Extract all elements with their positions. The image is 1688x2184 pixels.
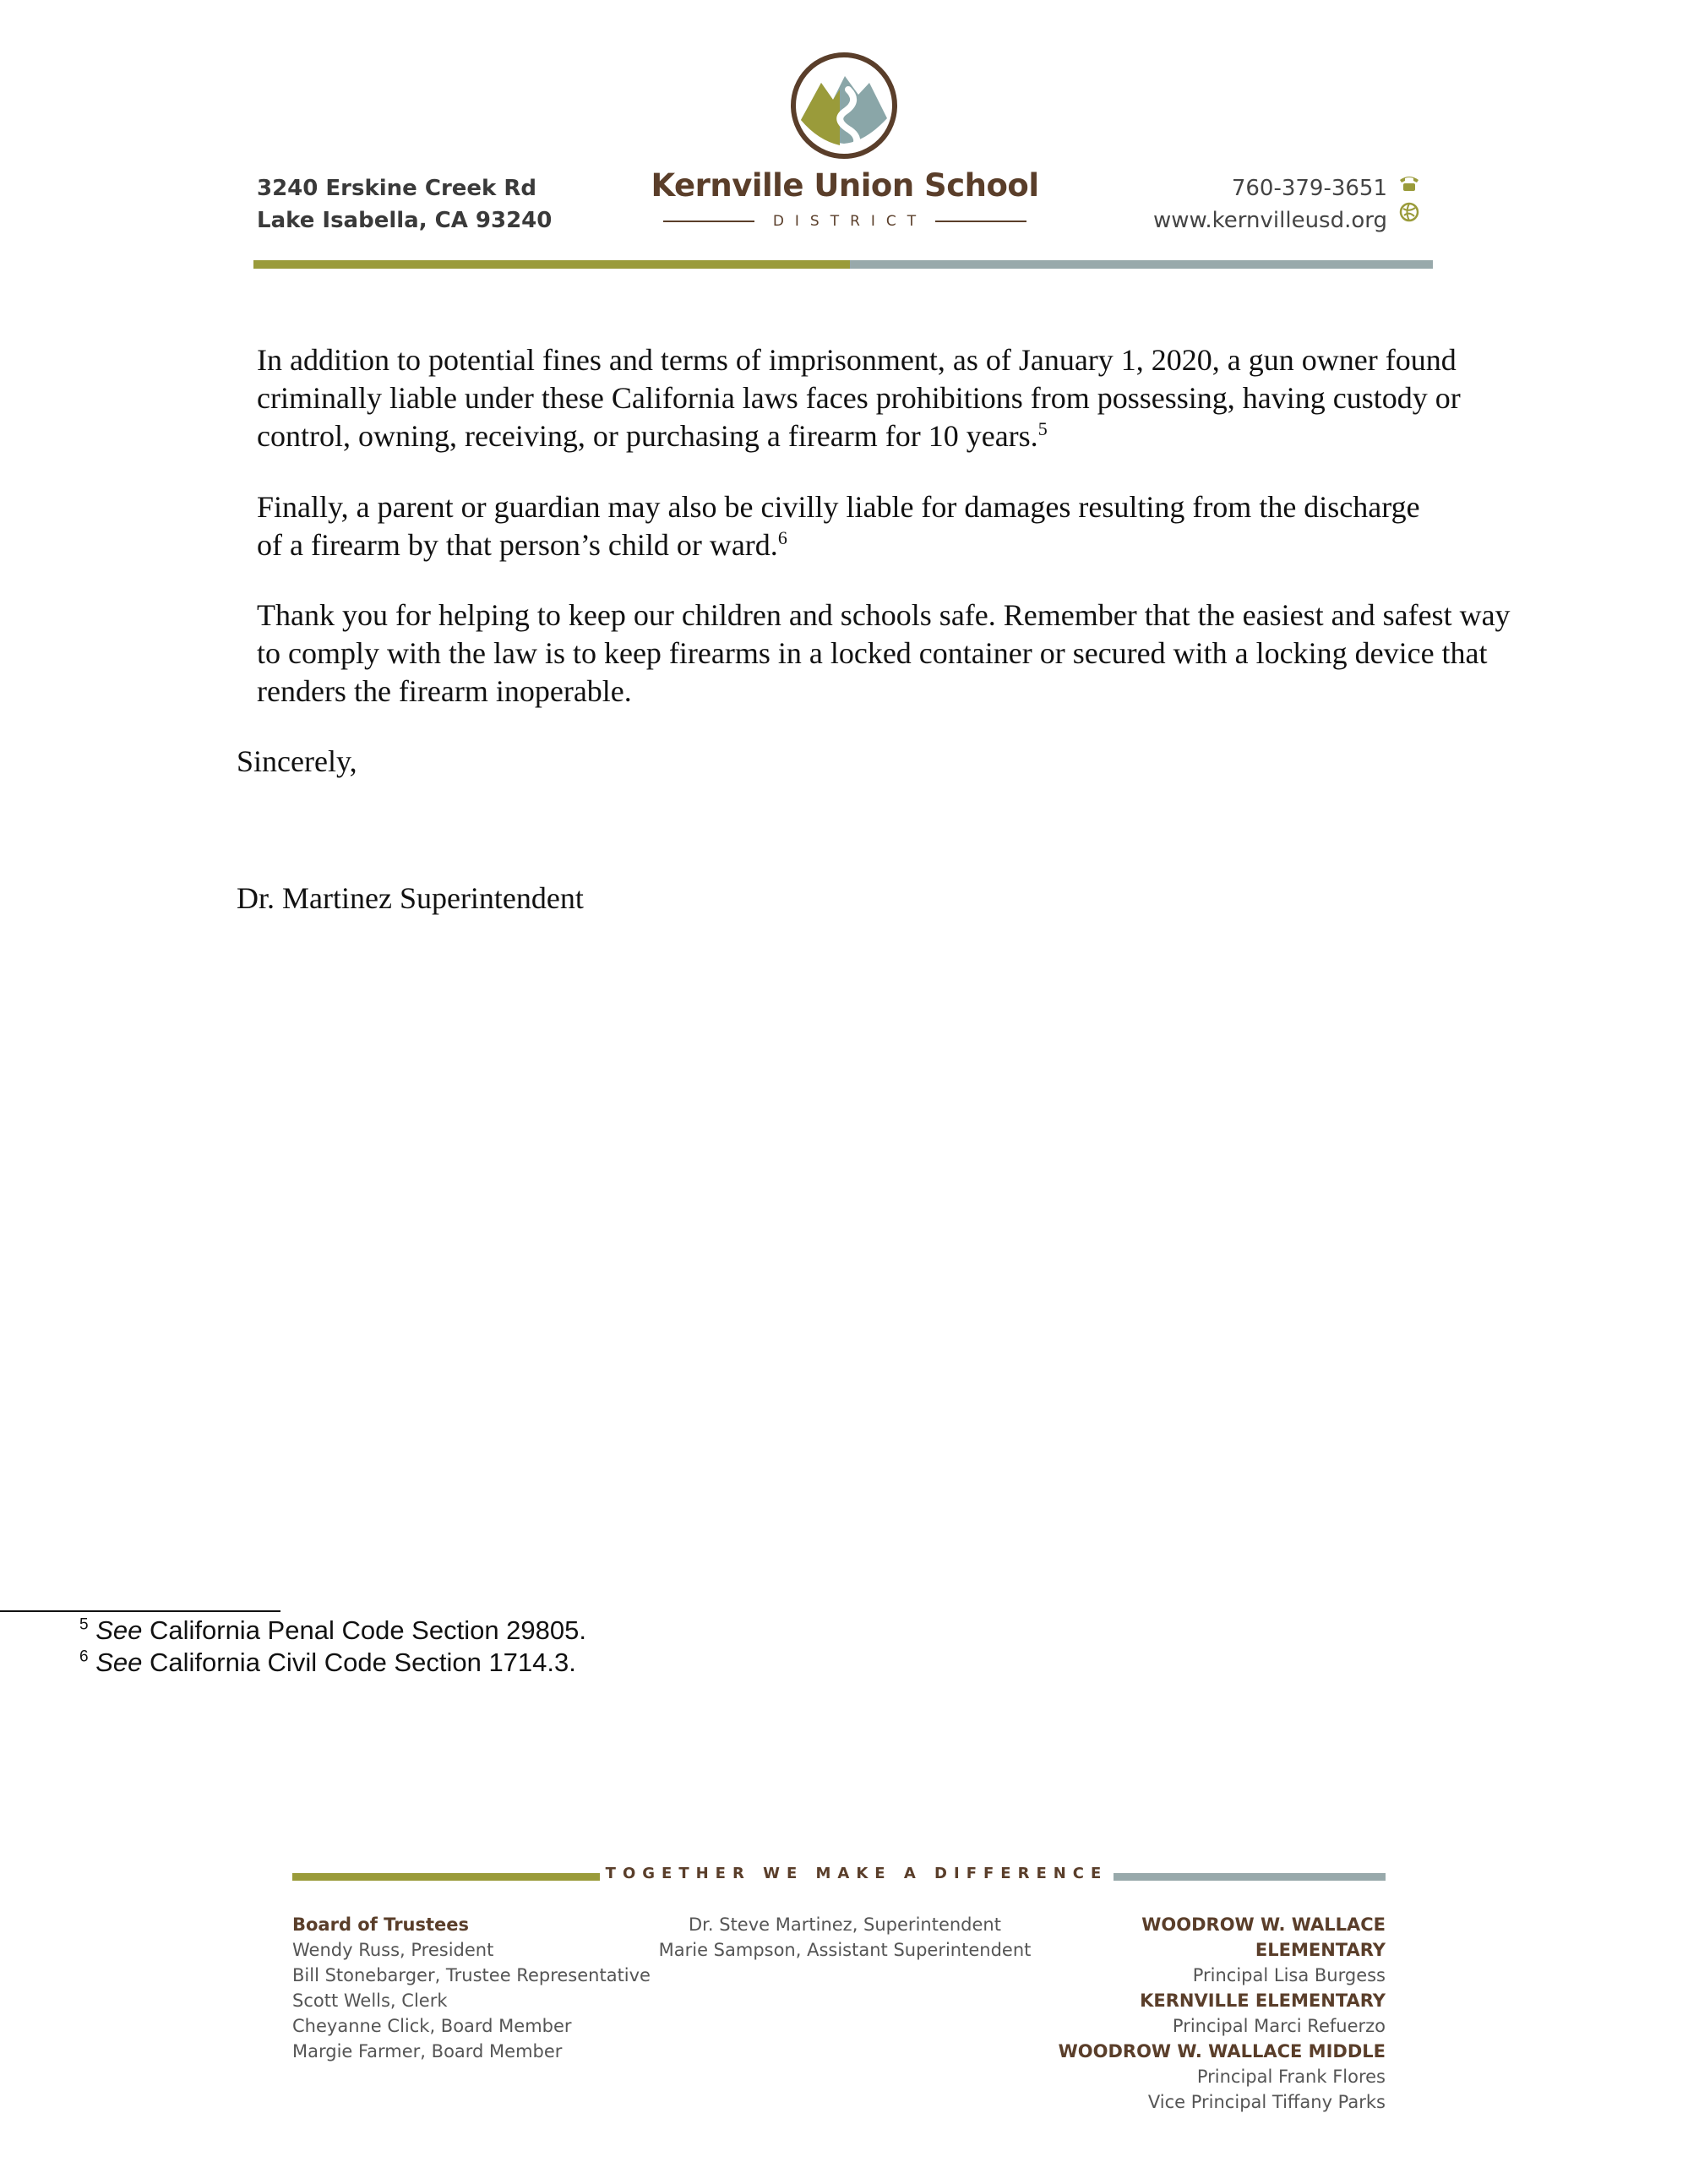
- footnote-5: [79, 1615, 586, 1646]
- divider: [935, 221, 1026, 222]
- closing: Sincerely,: [237, 744, 357, 778]
- paragraph-2: [257, 488, 1625, 564]
- board-heading: Board of Trustees: [292, 1914, 470, 1935]
- footnote-divider: [0, 1610, 280, 1612]
- header-bar-green: [253, 260, 850, 269]
- address-line-2: Lake Isabella, CA 93240: [257, 208, 553, 233]
- board-member: Cheyanne Click, Board Member: [292, 2016, 572, 2036]
- divider: [663, 221, 754, 222]
- paragraph-3-text: Thank you for helping to keep our children and schools safe. Remember that the easiest and safest way to comply with the law is to keep firearms in a locked container or secured with a locking device that renders the firearm inoperable.: [257, 598, 1511, 708]
- phone-number: 760-379-3651: [1231, 176, 1387, 201]
- school-staff: Principal Lisa Burgess: [1192, 1965, 1386, 1985]
- letterhead-address: [257, 172, 552, 237]
- paragraph-1: [257, 341, 1625, 455]
- footnote-6: [79, 1648, 576, 1678]
- admin-member: Dr. Steve Martinez, Superintendent: [689, 1914, 1001, 1935]
- signature: Dr. Martinez Superintendent: [237, 881, 584, 915]
- school-name: WOODROW W. WALLACE ELEMENTARY: [1141, 1914, 1386, 1960]
- footnote-number: 6: [79, 1648, 89, 1666]
- footnote-number: 5: [79, 1615, 89, 1634]
- footnote-ref-6: 6: [777, 527, 787, 548]
- address-line-1: 3240 Erskine Creek Rd: [257, 176, 537, 201]
- board-member: Bill Stonebarger, Trustee Representative: [292, 1965, 651, 1985]
- district-logo: [789, 51, 899, 165]
- district-administration: [625, 1912, 1065, 1963]
- letterhead-contact: [1153, 172, 1387, 237]
- schools-list: [1005, 1912, 1386, 2115]
- contact-icons: [1398, 174, 1420, 231]
- footer-bar-blue: [1114, 1873, 1386, 1881]
- school-name: WOODROW W. WALLACE MIDDLE: [1058, 2041, 1386, 2061]
- footnote-ref-5: 5: [1037, 418, 1048, 439]
- board-member: Wendy Russ, President: [292, 1940, 494, 1960]
- board-member: Scott Wells, Clerk: [292, 1991, 448, 2011]
- footnote-see: See: [95, 1648, 143, 1677]
- header-bar-blue: [850, 260, 1433, 269]
- footer-tagline: TOGETHER WE MAKE A DIFFERENCE: [605, 1865, 1108, 1882]
- paragraph-2-text: Finally, a parent or guardian may also be civilly liable for damages resulting from the discharge of a firearm by that person’s child or ward.: [257, 490, 1420, 562]
- school-name: KERNVILLE ELEMENTARY: [1140, 1991, 1386, 2011]
- school-staff: Principal Marci Refuerzo: [1172, 2016, 1386, 2036]
- board-member: Margie Farmer, Board Member: [292, 2041, 563, 2061]
- mountain-river-logo: [789, 51, 899, 161]
- website-link[interactable]: www.kernvilleusd.org: [1153, 208, 1387, 233]
- admin-member: Marie Sampson, Assistant Superintendent: [658, 1940, 1032, 1960]
- globe-icon: [1398, 201, 1420, 223]
- district-subtitle: [663, 213, 1026, 230]
- paragraph-1-text: In addition to potential fines and terms of imprisonment, as of January 1, 2020, a gun owner found criminally liable under these California laws faces prohibitions from possessing, having custody or control, owning, receiving, or purchasing a firearm for 10 years.: [257, 343, 1461, 453]
- school-staff: Principal Frank Flores: [1196, 2067, 1386, 2087]
- paragraph-3: [257, 596, 1625, 711]
- board-of-trustees: [292, 1912, 651, 2064]
- footer-bar-green: [292, 1873, 600, 1881]
- footnote-see: See: [95, 1615, 143, 1645]
- district-subtitle-text: DISTRICT: [772, 213, 928, 230]
- footnote-text: California Penal Code Section 29805.: [142, 1615, 586, 1645]
- school-staff: Vice Principal Tiffany Parks: [1147, 2092, 1386, 2112]
- phone-icon: [1398, 174, 1420, 193]
- district-name: Kernville Union School: [651, 167, 1039, 204]
- footnote-text: California Civil Code Section 1714.3.: [142, 1648, 576, 1677]
